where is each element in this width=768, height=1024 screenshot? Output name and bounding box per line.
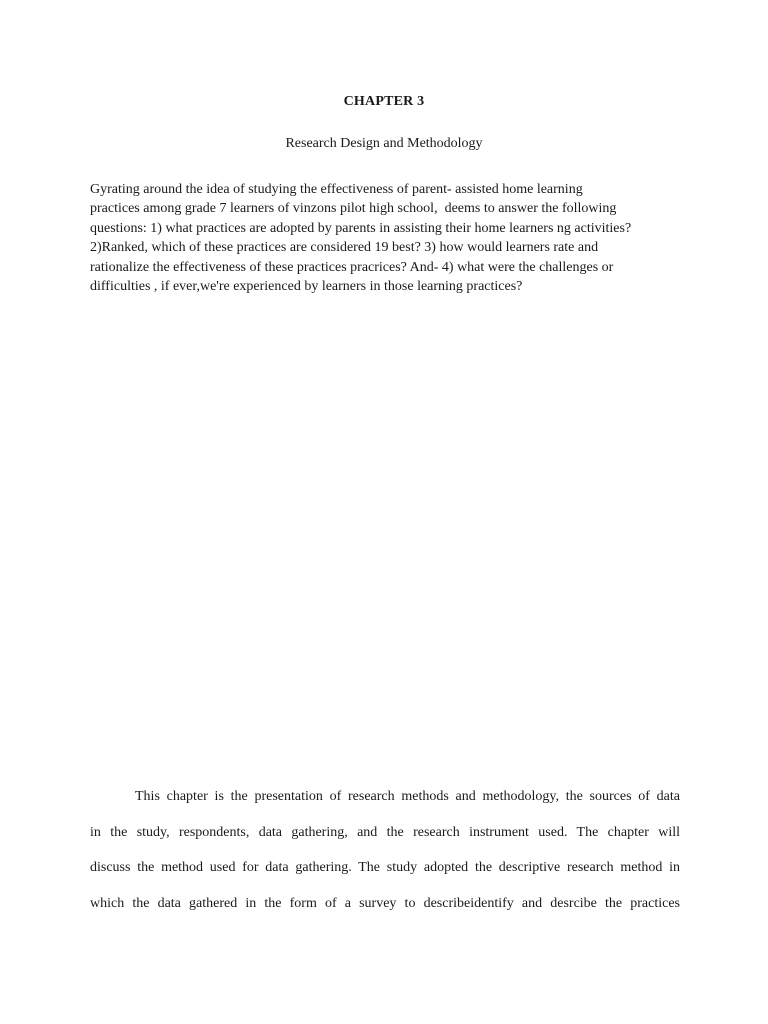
chapter-heading: CHAPTER 3 [343, 94, 425, 109]
intro-line: practices among grade 7 learners of vinzons pilot high school, deems to answer the following [90, 201, 617, 217]
chapter-title: Research Design and Methodology [285, 136, 483, 151]
intro-line: Gyrating around the idea of studying the effectiveness of parent- assisted home learning [90, 182, 583, 197]
intro-line: questions: 1) what practices are adopted by parents in assisting their home learners ng activities? [90, 220, 632, 236]
intro-line: rationalize the effectiveness of these practices pracrices? And- 4) what were the challenges or [90, 259, 614, 275]
body-line: which the data gathered in the form of a survey to describeidentify and desrcibe the practices [90, 895, 680, 911]
body-line: in the study, respondents, data gathering, and the research instrument used. The chapter will [90, 824, 680, 840]
body-paragraph [90, 779, 680, 921]
intro-paragraph [90, 180, 690, 296]
intro-line: 2)Ranked, which of these practices are considered 19 best? 3) how would learners rate and [90, 240, 599, 256]
intro-line: difficulties , if ever,we're experienced by learners in those learning practices? [90, 279, 523, 295]
body-line: This chapter is the presentation of research methods and methodology, the sources of data [135, 789, 680, 804]
body-line: discuss the method used for data gathering. The study adopted the descriptive research method in [90, 860, 680, 875]
